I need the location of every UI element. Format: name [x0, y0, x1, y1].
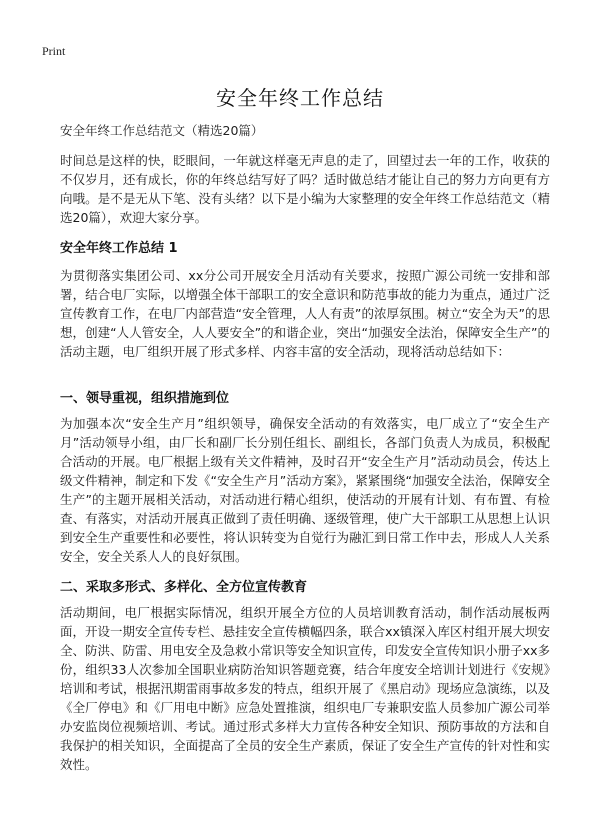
section-heading-2: 二、采取多形式、多样化、全方位宣传教育 — [60, 580, 308, 595]
document-title: 安全年终工作总结 — [216, 86, 384, 110]
section-paragraph-1: 为加强本次“安全生产月”组织领导，确保安全活动的有效落实，电厂成立了“安全生产月”活动领导小组，由厂长和副厂长分别任组长、副组长，各部门负责人为成员，积极配合活动的开展。电厂根据上级有关文件精神，及时召开“安全生产月”活动动员会，传达上级文件精神，制定和下发《“安全生产月”活动方案》，紧紧围绕“加强安全法治，保障安全生产”的主题开展相关活动，对活动进行精心组织，使活动的开展有计划、有布置、有检查、有落实，对活动开展真正做到了责任明确、逐级管理，使广大干部职工从思想上认识到安全生产重要性和必要性，将认识转变为自觉行为融汇到日常工作中去，形成人人关系安全，安全关系人人的良好氛围。 — [60, 416, 550, 564]
section-heading-1: 一、领导重视，组织措施到位 — [60, 391, 230, 406]
print-link[interactable]: Print — [42, 44, 66, 58]
section-paragraph-2: 活动期间，电厂根据实际情况，组织开展全方位的人员培训教育活动，制作活动展板两面，开设一期安全宣传专栏、悬挂安全宣传横幅四条，联合xx镇深入库区村组开展大坝安全、防洪、防雷、用电安全及急救小常识等安全知识宣传，印发安全宣传知识小册子xx多份，组织33人次参加全国职业病防治知识答题竞赛，结合年度安全培训计划进行《安规》培训和考试，根据汛期雷雨事故多发的特点，组织开展了《黑启动》现场应急演练，以及《全厂停电》和《厂用电中断》应急处置推演，组织电厂专兼职安监人员参加广源公司举办安监岗位视频培训、考试。通过形式多样大力宣传各种安全知识、预防事故的方法和自我保护的相关知识，全面提高了全员的安全生产素质，保证了安全生产宣传的针对性和实效性。 — [60, 605, 550, 772]
section-title: 安全年终工作总结 1 — [60, 241, 178, 256]
intro-paragraph: 时间总是这样的快，眨眼间，一年就这样毫无声息的走了，回望过去一年的工作，收获的不仅岁月，还有成长，你的年终总结写好了吗？适时做总结才能让自己的努力方向更有方向哦。是不是无从下笔、没有头绪？以下是小编为大家整理的安全年终工作总结范文（精选20篇），欢迎大家分享。 — [60, 153, 550, 225]
section-intro-paragraph: 为贯彻落实集团公司、xx分公司开展安全月活动有关要求，按照广源公司统一安排和部署，结合电厂实际，以增强全体干部职工的安全意识和防范事故的能力为重点，通过广泛宣传教育工作，在电厂内部营造“安全管理，人人有责”的浓厚氛围。树立“安全为天”的思想，创建“人人管安全，人人要安全”的和谐企业，突出“加强安全法治，保障安全生产”的活动主题，电厂组织开展了形式多样、内容丰富的安全活动，现将活动总结如下： — [60, 268, 550, 359]
document-subtitle: 安全年终工作总结范文（精选20篇） — [60, 123, 264, 138]
